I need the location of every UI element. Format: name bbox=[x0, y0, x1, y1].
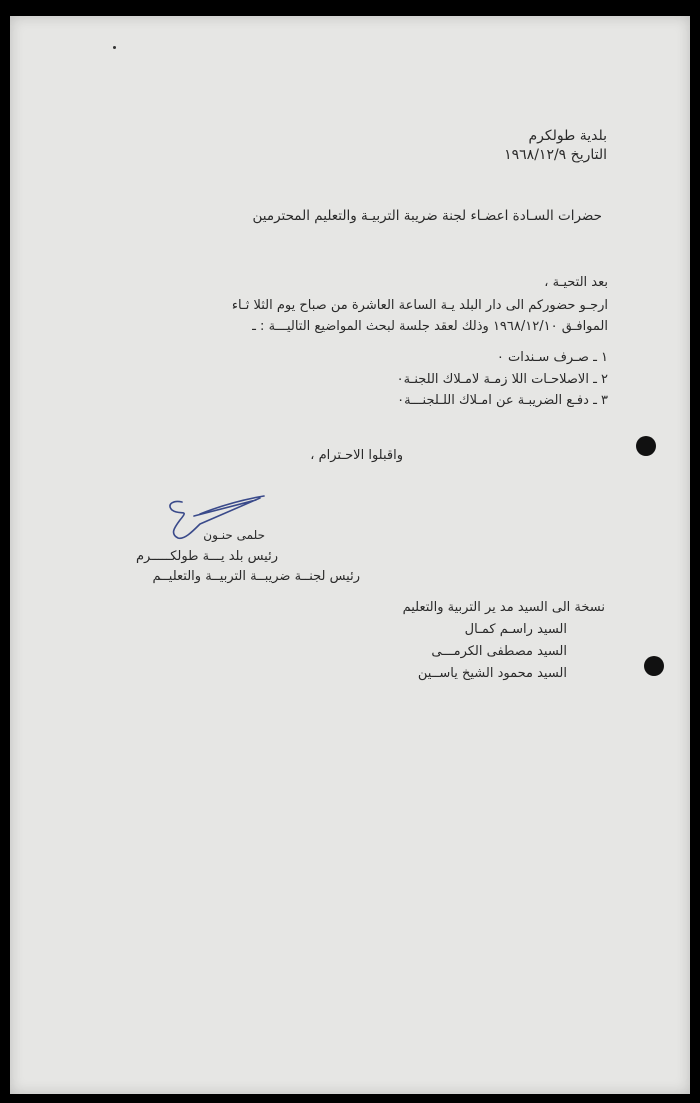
closing-line: واقبلوا الاحـترام ، bbox=[310, 448, 403, 463]
paper-speck bbox=[113, 46, 116, 49]
greeting: بعد التحيـة ، bbox=[544, 275, 608, 290]
agenda-item-1: ١ ـ صـرف سـندات ٠ bbox=[496, 350, 608, 365]
copy-recipient: السيد مصطفى الكرمـــى bbox=[431, 644, 567, 659]
punch-hole bbox=[636, 436, 656, 456]
agenda-item-3: ٣ ـ دفـع الضريبـة عن امـلاك اللـلجنـــة٠ bbox=[397, 393, 608, 408]
signatory-title-1: رئيس بلد يـــة طولكـــــرم bbox=[135, 549, 278, 564]
recipient-line: حضرات السـادة اعضـاء لجنة ضريبة التربيـة والتعليم المحترمين bbox=[252, 208, 602, 224]
agenda-item-2: ٢ ـ الاصلاحـات اللا زمـة لامـلاك اللجنـة٠ bbox=[396, 372, 608, 387]
signatory-title-2: رئيس لجنــة ضريبــة التربيــة والتعليــم bbox=[152, 569, 360, 584]
signatory-name: حلمى حنـون bbox=[203, 528, 265, 542]
municipality-name: بلدية طولكرم bbox=[528, 128, 607, 144]
body-line-1: ارجـو حضوركم الى دار البلد يـة الساعة العاشرة من صباح يوم الثلا ثـاء bbox=[231, 298, 608, 313]
copy-recipient: السيد راسـم كمـال bbox=[464, 622, 567, 637]
document-page bbox=[10, 16, 690, 1094]
copy-to-header: نسخة الى السيد مد ير التربية والتعليم bbox=[402, 600, 605, 615]
document-date: التاريخ ١٩٦٨/١٢/٩ bbox=[504, 147, 607, 163]
copy-recipient: السيد محمود الشيخ ياســين bbox=[417, 666, 567, 681]
punch-hole bbox=[644, 656, 664, 676]
body-line-2: الموافـق ١٩٦٨/١٢/١٠ وذلك لعقد جلسة لبحث المواضيع التاليـــة : ـ bbox=[252, 319, 608, 334]
